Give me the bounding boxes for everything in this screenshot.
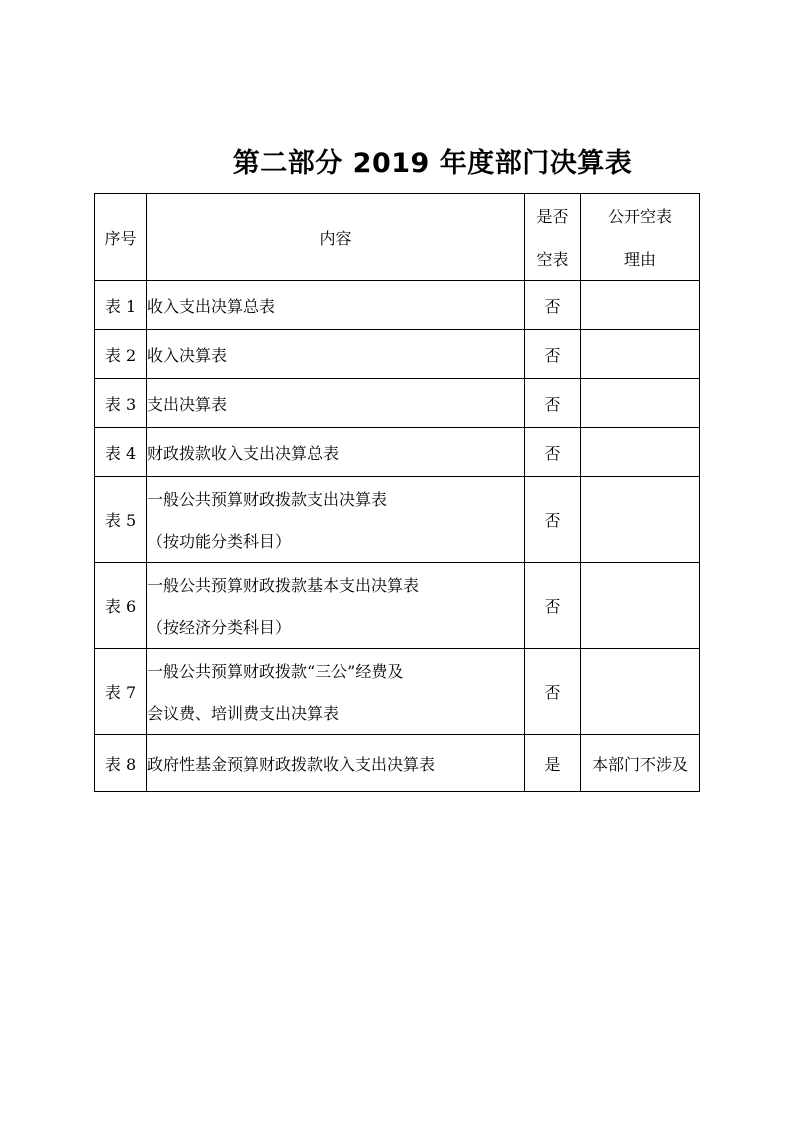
row-is-empty: 否	[525, 563, 581, 649]
row-is-empty: 否	[525, 379, 581, 428]
row-content	[147, 563, 525, 649]
header-is-empty-line1: 是否	[536, 207, 569, 226]
row-reason	[581, 477, 700, 563]
row-content: 政府性基金预算财政拨款收入支出决算表	[147, 735, 525, 792]
row-index: 表 6	[95, 563, 147, 649]
row-is-empty: 否	[525, 281, 581, 330]
row-content-line: 一般公共预算财政拨款支出决算表	[147, 489, 388, 509]
row-content: 收入支出决算总表	[147, 281, 525, 330]
row-is-empty: 否	[525, 649, 581, 735]
row-reason	[581, 379, 700, 428]
header-content: 内容	[147, 194, 525, 281]
table-row	[95, 428, 700, 477]
row-content	[147, 649, 525, 735]
table-row	[95, 649, 700, 735]
row-is-empty: 否	[525, 330, 581, 379]
header-index: 序号	[95, 194, 147, 281]
table-body	[95, 281, 700, 792]
table-row	[95, 281, 700, 330]
table-row	[95, 735, 700, 792]
header-is-empty-line2: 空表	[536, 250, 569, 269]
row-is-empty: 否	[525, 428, 581, 477]
row-content: 收入决算表	[147, 330, 525, 379]
row-content-line: 一般公共预算财政拨款“三公”经费及	[147, 661, 404, 681]
table-row	[95, 379, 700, 428]
table-row	[95, 330, 700, 379]
table-header-row	[95, 194, 700, 281]
row-reason	[581, 281, 700, 330]
row-content-line: 一般公共预算财政拨款基本支出决算表	[147, 575, 420, 595]
row-index: 表 4	[95, 428, 147, 477]
row-index: 表 8	[95, 735, 147, 792]
header-is-empty	[525, 194, 581, 281]
row-index: 表 7	[95, 649, 147, 735]
row-is-empty: 是	[525, 735, 581, 792]
row-reason	[581, 428, 700, 477]
row-content-line: （按功能分类科目）	[147, 532, 292, 552]
row-reason	[581, 649, 700, 735]
row-index: 表 2	[95, 330, 147, 379]
header-reason	[581, 194, 700, 281]
row-reason	[581, 330, 700, 379]
table-row	[95, 477, 700, 563]
row-reason	[581, 563, 700, 649]
header-reason-line1: 公开空表	[607, 207, 672, 226]
row-index: 表 3	[95, 379, 147, 428]
header-reason-line2: 理由	[623, 250, 656, 269]
row-content-line: （按经济分类科目）	[147, 618, 292, 638]
row-index: 表 5	[95, 477, 147, 563]
row-index: 表 1	[95, 281, 147, 330]
report-table	[94, 193, 700, 792]
row-content	[147, 477, 525, 563]
row-content-line: 会议费、培训费支出决算表	[147, 704, 340, 724]
table-row	[95, 563, 700, 649]
page-title: 第二部分 2019 年度部门决算表	[232, 148, 633, 179]
row-reason: 本部门不涉及	[581, 735, 700, 792]
row-content: 财政拨款收入支出决算总表	[147, 428, 525, 477]
row-content: 支出决算表	[147, 379, 525, 428]
row-is-empty: 否	[525, 477, 581, 563]
